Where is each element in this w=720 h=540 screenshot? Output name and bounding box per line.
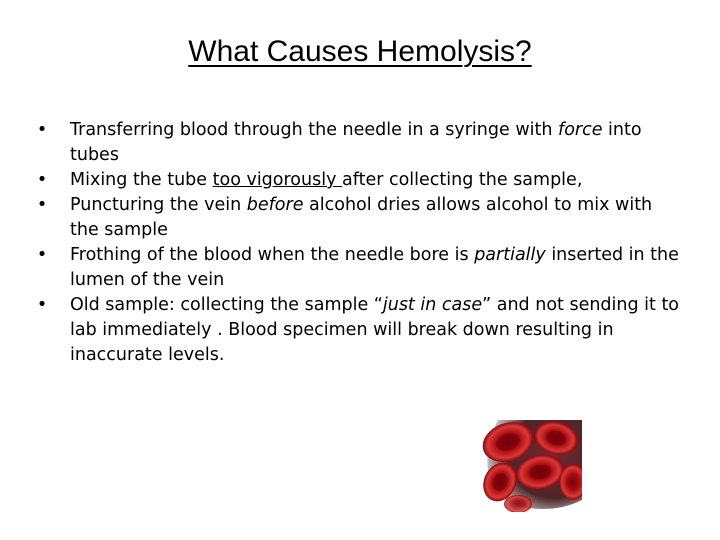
bullet-text: Frothing of the blood when the needle bore is xyxy=(70,245,475,265)
bullet-item xyxy=(32,293,682,368)
bullet-emphasis: partially xyxy=(474,245,546,265)
bullet-underline: too vigorously xyxy=(212,170,343,190)
bullet-text: into tubes xyxy=(70,120,642,165)
bullet-text: Transferring blood through the needle in a syringe with xyxy=(70,120,559,140)
bullet-text: Puncturing the vein xyxy=(70,195,247,215)
bullet-emphasis: force xyxy=(558,120,603,140)
bullet-emphasis: before xyxy=(246,195,304,215)
bullet-dot: • xyxy=(36,195,48,215)
bullet-text: ” and not sending it to lab immediately . Blood specimen will break down resulting in inaccurate levels. xyxy=(70,295,680,365)
slide-title xyxy=(0,32,720,72)
slide-title-text: What Causes Hemolysis? xyxy=(188,35,532,68)
bullet-dot: • xyxy=(36,295,48,315)
bullet-dot: • xyxy=(36,170,48,190)
red-blood-cells-image xyxy=(478,420,582,512)
bullet-item xyxy=(32,193,682,243)
bullet-dot: • xyxy=(36,120,48,140)
bullet-emphasis: just in case xyxy=(382,295,483,315)
bullet-item xyxy=(32,168,682,193)
bullet-text: Old sample: collecting the sample “ xyxy=(70,295,383,315)
bullet-item xyxy=(32,243,682,293)
bullet-text: after collecting the sample, xyxy=(342,170,583,190)
bullet-text: Mixing the tube xyxy=(70,170,213,190)
bullet-text: inserted in the lumen of the vein xyxy=(70,245,679,290)
red-blood-cells-icon xyxy=(478,420,582,512)
bullet-dot: • xyxy=(36,245,48,265)
bullet-item xyxy=(32,118,682,168)
bullet-list xyxy=(32,118,682,368)
bullet-text: alcohol dries allows alcohol to mix with the sample xyxy=(70,195,653,240)
